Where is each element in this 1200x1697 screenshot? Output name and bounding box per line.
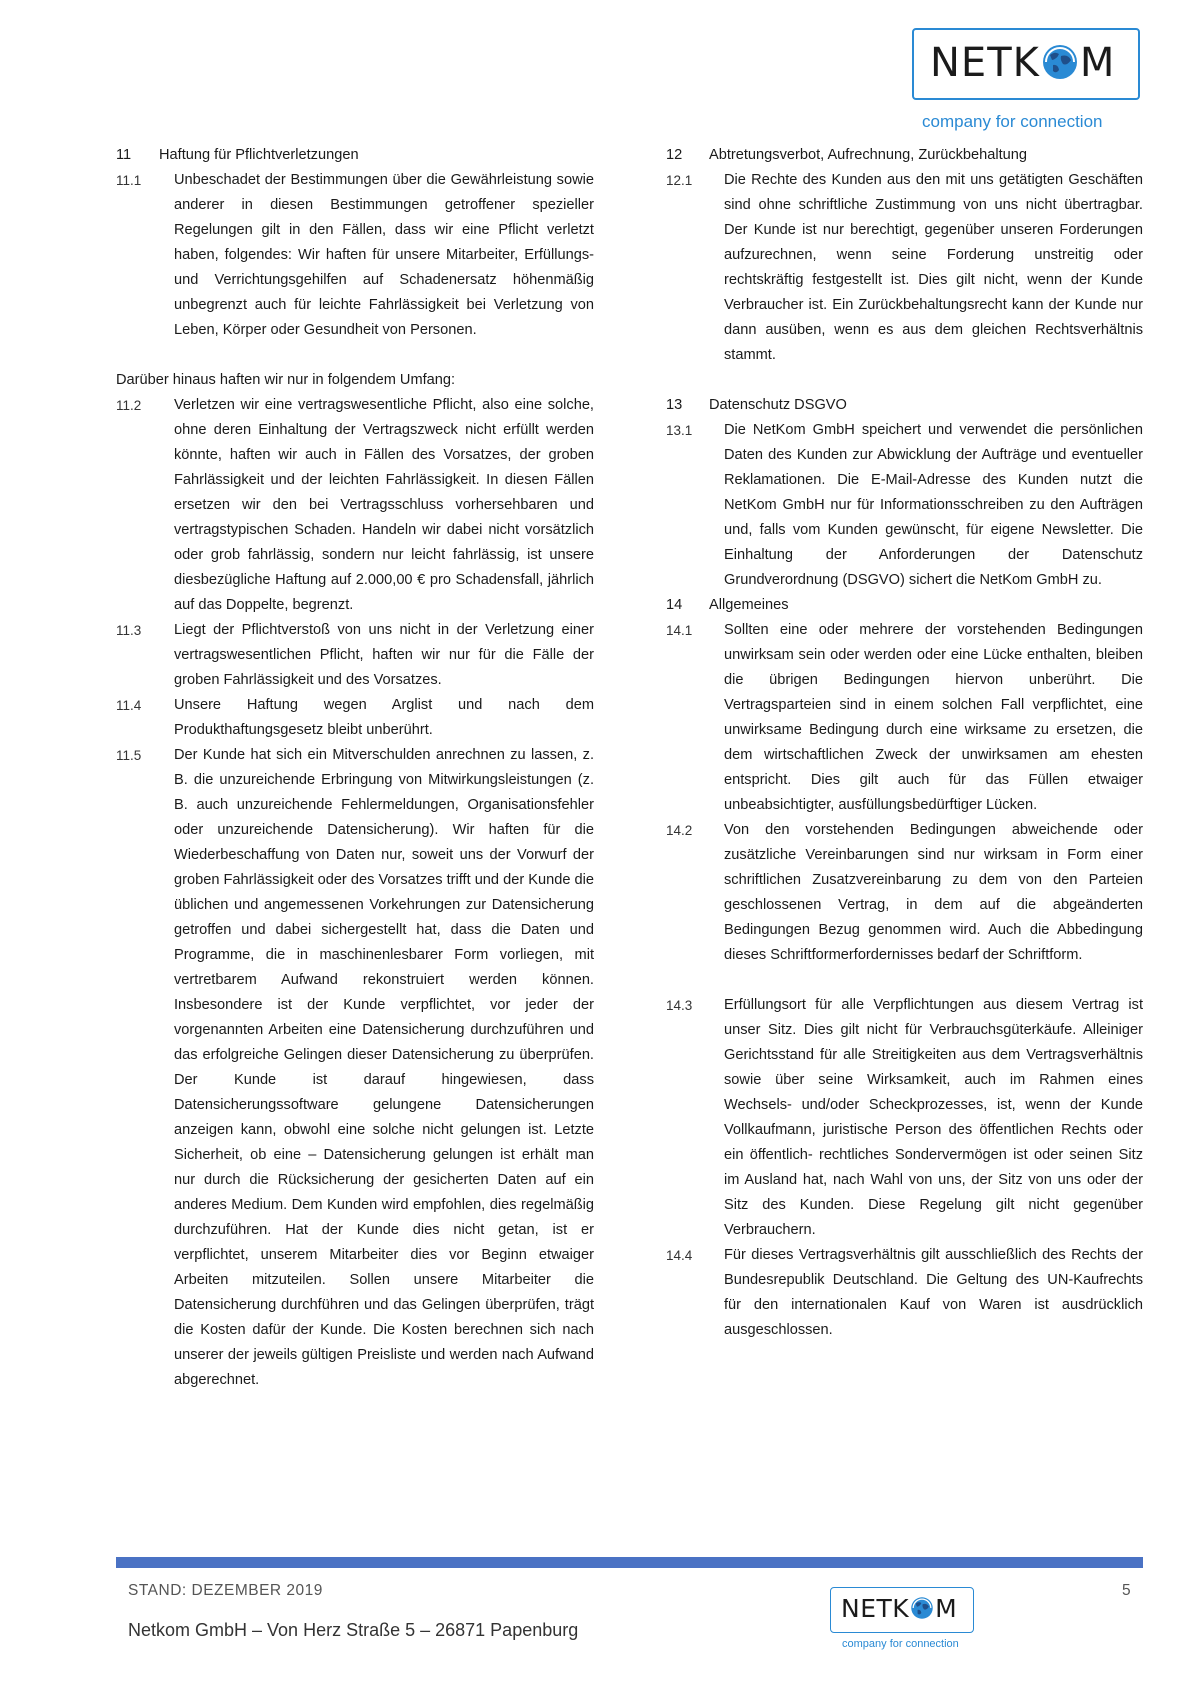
logo-tagline: company for connection — [922, 112, 1103, 131]
section-heading-12 — [666, 143, 1143, 168]
section-number: 13 — [666, 397, 683, 413]
logo-tagline: company for connection — [842, 1638, 959, 1650]
logo-wordmark-left: NETK — [841, 1594, 910, 1623]
clause-12-1 — [666, 168, 1143, 368]
globe-icon — [910, 1596, 934, 1620]
left-column — [116, 143, 594, 1393]
clause-11-4 — [116, 693, 594, 743]
clause-14-2 — [666, 818, 1143, 968]
clause-text: Sollten eine oder mehrere der vorstehenden Bedingungen unwirksam sein oder werden oder eine Lücke enthalten, bleiben die übrigen Bedingungen hiervon unberührt. Die Vertragsparteien sind in einem solchen Fall verpflichtet, eine unwirksame Bedingung durch eine wirksame zu ersetzen, die dem wirtschaftlichen Zweck der unwirksamen am ehesten entspricht. Dies gilt auch für das Füllen etwaiger unbeabsichtigter, ausfüllungsbedürftiger Lücken. — [724, 622, 1143, 813]
clause-number: 14.4 — [666, 1248, 693, 1263]
clause-14-4 — [666, 1243, 1143, 1343]
clause-text: Liegt der Pflichtverstoß von uns nicht in der Verletzung einer vertragswesentlichen Pflicht, haften wir nur für die Fälle der groben Fahrlässigkeit und des Vorsatzes. — [174, 622, 594, 688]
clause-text: Von den vorstehenden Bedingungen abweichende oder zusätzliche Vereinbarungen sind nur wirksam in Form einer schriftlichen Zusatzvereinbarung zu dem von den Parteien geschlossenen Vertrag, in dem auf die abgeänderten Bedingungen Bezug genommen wird. Auch die Abbedingung dieses Schriftformerfordernisses bedarf der Schriftform. — [724, 822, 1143, 963]
footer-date: STAND: DEZEMBER 2019 — [128, 1582, 323, 1599]
globe-icon — [1041, 43, 1079, 81]
clause-text: Die NetKom GmbH speichert und verwendet die persönlichen Daten des Kunden zur Abwicklung der Aufträge und eventueller Reklamationen. Die E-Mail-Adresse des Kunden nutzt die NetKom GmbH nur für Informationsschreiben zu den Aufträgen und, falls vom Kunden gewünscht, für eigene Newsletter. Die Einhaltung der Anforderungen der Datenschutz Grundverordnung (DSGVO) sichert die NetKom GmbH zu. — [724, 422, 1143, 588]
clause-11-1 — [116, 168, 594, 343]
right-column — [666, 143, 1143, 1343]
section-heading-11 — [116, 143, 594, 168]
section-number: 11 — [116, 147, 132, 163]
clause-number: 11.3 — [116, 623, 142, 638]
clause-text: Verletzen wir eine vertragswesentliche Pflicht, also eine solche, ohne deren Einhaltung der Vertragszweck nicht erfüllt werden könnte, haften wir auch in Fällen des Vorsatzes, der groben Fahrlässigkeit und der leichten Fahrlässigkeit. In diesen Fällen ersetzen wir den bei Vertragsschluss vorhersehbaren und vertragstypischen Schaden. Handeln wir dabei nicht vorsätzlich oder grob fahrlässig, sondern nur leicht fahrlässig, ist unsere diesbezügliche Haftung auf 2.000,00 € pro Schadensfall, jährlich auf das Doppelte, begrenzt. — [174, 397, 594, 613]
clause-text: Erfüllungsort für alle Verpflichtungen aus diesem Vertrag ist unser Sitz. Dies gilt nicht für Verbrauchsgüterkäufe. Alleiniger Gerichtsstand für alle Streitigkeiten aus dem Vertragsverhältnis sowie über seine Wirksamkeit, auch im Rahmen eines Wechsels- und/oder Scheckprozesses, ist, wenn der Kunde Vollkaufmann, juristische Person des öffentlichen Rechts oder ein öffentlich- rechtliches Sondervermögen ist oder seinen Sitz im Ausland hat, nach Wahl von uns, der Sitz von uns oder der Sitz des Kunden. Diese Regelung gilt nicht gegenüber Verbrauchern. — [724, 997, 1143, 1238]
clause-text: Die Rechte des Kunden aus den mit uns getätigten Geschäften sind ohne schriftliche Zustimmung von uns nicht übertragbar. Der Kunde ist nur berechtigt, gegenüber unseren Forderungen aufzurechnen, wenn seine Forderung unstreitig oder rechtskräftig festgestellt ist. Dies gilt nicht, wenn der Kunde Verbraucher ist. Ein Zurückbehaltungsrecht kann der Kunde nur dann ausüben, wenn es aus dem gleichen Rechtsverhältnis stammt. — [724, 172, 1143, 363]
logo-wordmark-left: NETK — [930, 40, 1040, 86]
clause-11-2 — [116, 393, 594, 618]
clause-14-3 — [666, 993, 1143, 1243]
clause-text: Der Kunde hat sich ein Mitverschulden anrechnen zu lassen, z. B. die unzureichende Erbringung von Mitwirkungsleistungen (z. B. auch unzureichende Fehlermeldungen, Organisationsfehler oder unzureichende Datensicherung). Wir haften für die Wiederbeschaffung von Daten nur, soweit uns der Vorwurf der groben Fahrlässigkeit oder des Vorsatzes trifft und der Kunde die üblichen und angemessenen Vorkehrungen zur Datensicherung getroffen und dabei sichergestellt hat, dass die Daten und Programme, die in maschinenlesbarer Form vorliegen, mit vertretbarem Aufwand rekonstruiert werden können. Insbesondere ist der Kunde verpflichtet, vor jeder der vorgenannten Arbeiten eine Datensicherung durchzuführen und das erfolgreiche Gelingen dieser Datensicherung zu überprüfen. Der Kunde ist darauf hingewiesen, dass Datensicherungssoftware gelungene Datensicherungen anzeigen kann, obwohl eine solche nicht gelungen ist. Letzte Sicherheit, ob eine – Datensicherung gelungen ist erhält man nur durch die Rücksicherung der gesicherten Daten auf ein anderes Medium. Dem Kunden wird empfohlen, dies regelmäßig durchzuführen. Hat der Kunde dies nicht getan, ist er verpflichtet, unserem Mitarbeiter dies vor Beginn etwaiger Arbeiten mitzuteilen. Sollen unsere Mitarbeiter die Datensicherung durchführen und das Gelingen überprüfen, trägt die Kosten dafür der Kunde. Die Kosten berechnen sich nach unserer der jeweils gültigen Preisliste und werden nach Aufwand abgerechnet. — [174, 747, 594, 1388]
page-number: 5 — [1122, 1582, 1131, 1599]
clause-11-5 — [116, 743, 594, 1393]
section-number: 14 — [666, 597, 683, 613]
clause-number: 14.1 — [666, 623, 693, 638]
clause-13-1 — [666, 418, 1143, 593]
logo-wordmark-right: M — [1079, 40, 1116, 86]
clause-11-3 — [116, 618, 594, 693]
section-title: Abtretungsverbot, Aufrechnung, Zurückbehaltung — [709, 147, 1028, 163]
section-heading-13 — [666, 393, 1143, 418]
clause-14-1 — [666, 618, 1143, 818]
clause-number: 12.1 — [666, 173, 693, 188]
clause-number: 11.5 — [116, 748, 142, 763]
footer-rule — [116, 1557, 1143, 1568]
footer-logo — [830, 1587, 980, 1657]
section-title: Allgemeines — [709, 597, 789, 613]
section-title: Haftung für Pflichtverletzungen — [159, 147, 359, 163]
logo-wordmark-right: M — [935, 1594, 958, 1623]
clause-number: 11.4 — [116, 698, 142, 713]
section-number: 12 — [666, 147, 683, 163]
clause-number: 13.1 — [666, 423, 693, 438]
clause-number: 11.1 — [116, 173, 142, 188]
clause-text: Unsere Haftung wegen Arglist und nach dem Produkthaftungsgesetz bleibt unberührt. — [174, 697, 594, 738]
clause-number: 14.3 — [666, 998, 693, 1013]
clause-number: 14.2 — [666, 823, 693, 838]
section-heading-14 — [666, 593, 1143, 618]
clause-number: 11.2 — [116, 398, 142, 413]
clause-text: Für dieses Vertragsverhältnis gilt ausschließlich des Rechts der Bundesrepublik Deutschland. Die Geltung des UN-Kaufrechts für den internationalen Kauf von Waren ist ausdrücklich ausgeschlossen. — [724, 1247, 1143, 1338]
intro-paragraph: Darüber hinaus haften wir nur in folgendem Umfang: — [116, 372, 456, 388]
clause-text: Unbeschadet der Bestimmungen über die Gewährleistung sowie anderer in diesen Bestimmungen getroffener spezieller Regelungen gilt in den Fällen, dass wir eine Pflicht verletzt haben, folgendes: Wir haften für unsere Mitarbeiter, Erfüllungs- und Verrichtungsgehilfen auf Schadenersatz höhenmäßig unbegrenzt auch für leichte Fahrlässigkeit bei Verletzung von Leben, Körper oder Gesundheit von Personen. — [174, 172, 594, 338]
footer-address: Netkom GmbH – Von Herz Straße 5 – 26871 Papenburg — [128, 1620, 579, 1640]
section-title: Datenschutz DSGVO — [709, 397, 847, 413]
header-logo — [912, 28, 1142, 136]
